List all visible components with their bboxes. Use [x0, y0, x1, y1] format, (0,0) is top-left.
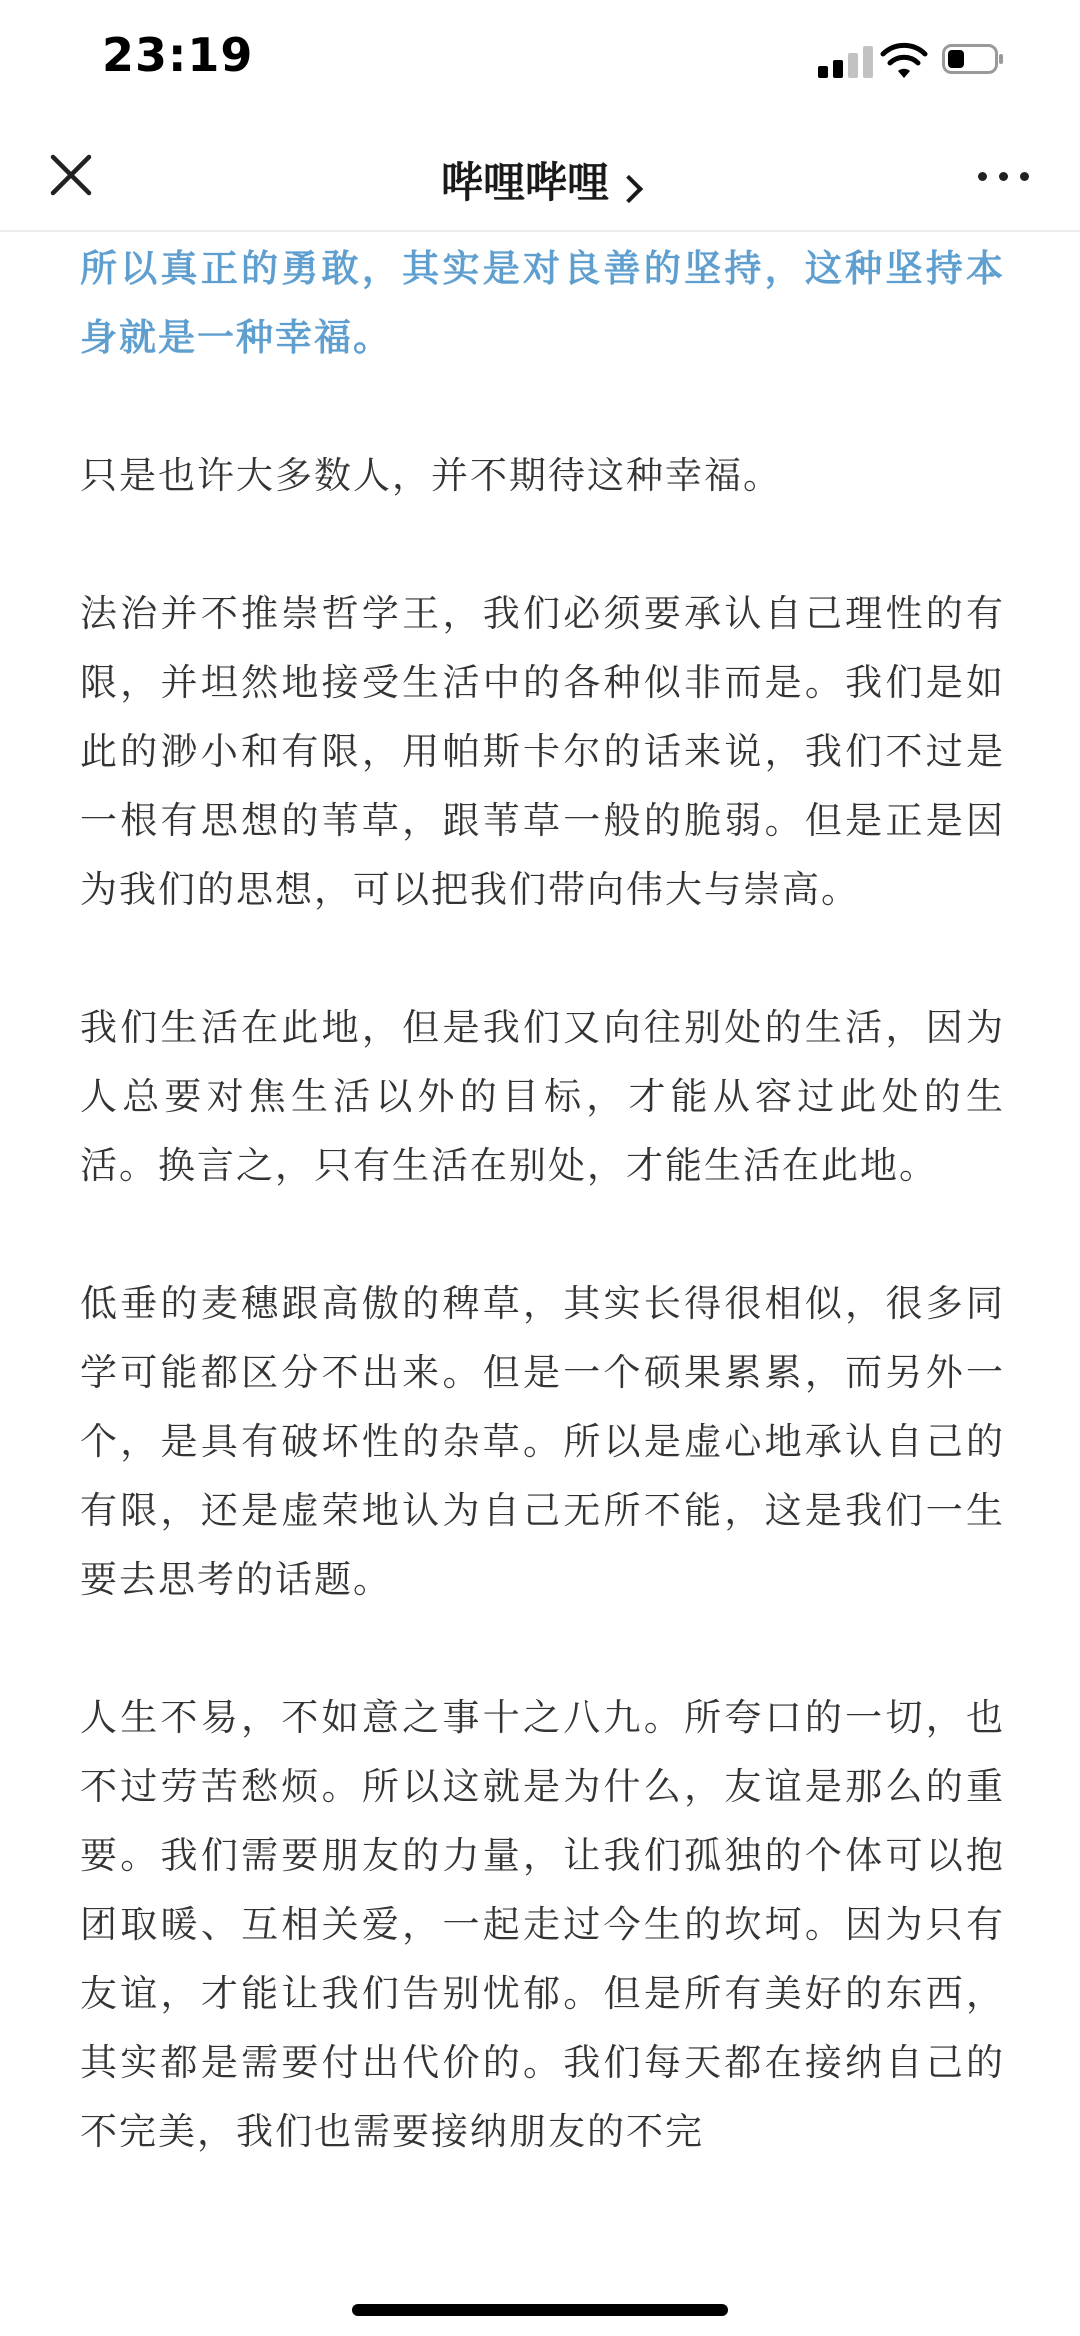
- status-time: 23:19: [102, 28, 254, 82]
- article-paragraph: 低垂的麦穗跟高傲的稗草，其实长得很相似，很多同学可能都区分不出来。但是一个硕果累累，而另外一个，是具有破坏性的杂草。所以是虚心地承认自己的有限，还是虚荣地认为自己无所不能，这是我们一生要去思考的话题。: [80, 1282, 1005, 1601]
- nav-bar: [0, 120, 1080, 232]
- chevron-right-icon: [615, 174, 643, 202]
- nav-title: 哔哩哔哩: [440, 158, 609, 207]
- more-options-icon[interactable]: [978, 166, 1030, 186]
- battery-icon: [942, 44, 1004, 74]
- article-paragraph: 只是也许大多数人，并不期待这种幸福。: [80, 454, 782, 497]
- account-name-button[interactable]: [0, 150, 1080, 210]
- article-paragraph: 我们生活在此地，但是我们又向往别处的生活，因为人总要对焦生活以外的目标，才能从容过此处的生活。换言之，只有生活在别处，才能生活在此地。: [80, 1006, 1005, 1187]
- home-indicator[interactable]: [352, 2304, 728, 2316]
- highlighted-paragraph: 所以真正的勇敢，其实是对良善的坚持，这种坚持本身就是一种幸福。: [80, 247, 1005, 359]
- article-paragraph: 人生不易，不如意之事十之八九。所夸口的一切，也不过劳苦愁烦。所以这就是为什么，友谊是那么的重要。我们需要朋友的力量，让我们孤独的个体可以抱团取暖、互相关爱，一起走过今生的坎坷。因为只有友谊，才能让我们告别忧郁。但是所有美好的东西，其实都是需要付出代价的。我们每天都在接纳自己的不完美，我们也需要接纳朋友的不完: [80, 1696, 1005, 2153]
- article-body: [80, 232, 1005, 2336]
- cellular-signal-icon: [818, 44, 876, 78]
- wifi-icon: [880, 40, 928, 80]
- status-bar: [0, 0, 1080, 120]
- article-paragraph: 法治并不推崇哲学王，我们必须要承认自己理性的有限，并坦然地接受生活中的各种似非而是。我们是如此的渺小和有限，用帕斯卡尔的话来说，我们不过是一根有思想的苇草，跟苇草一般的脆弱。但是正是因为我们的思想，可以把我们带向伟大与崇高。: [80, 592, 1005, 911]
